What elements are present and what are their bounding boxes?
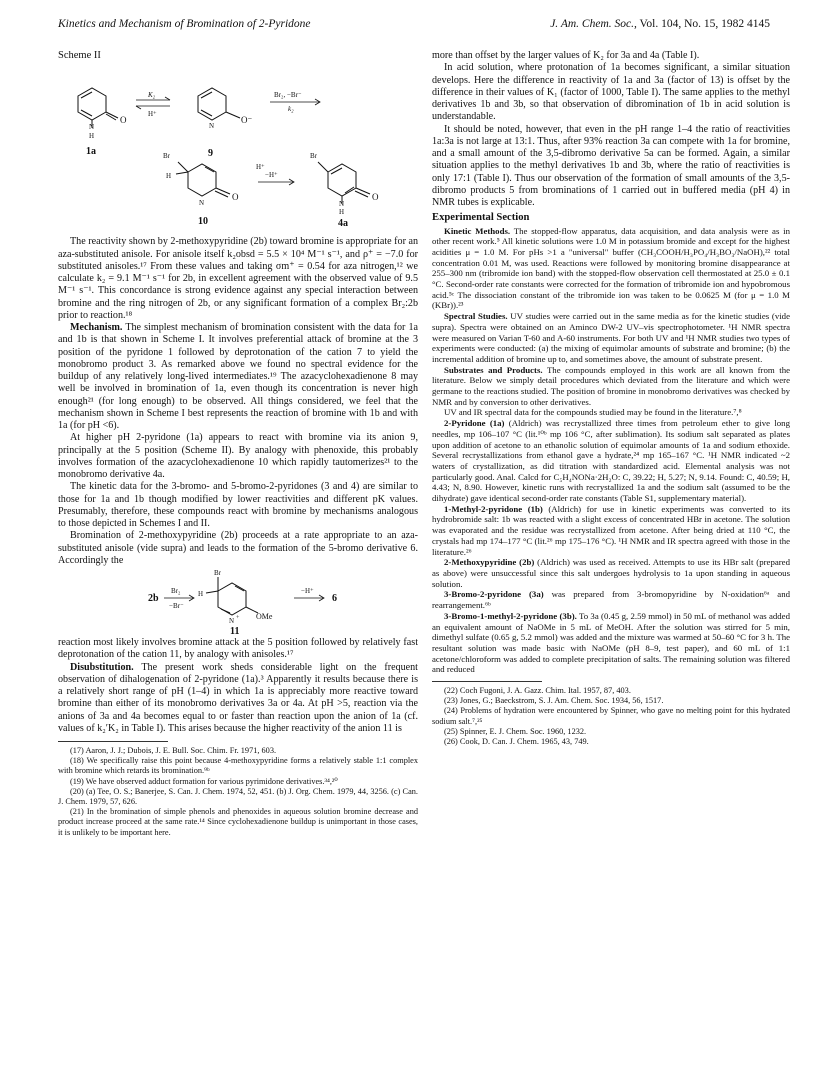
label-minus-h: −H⁺ bbox=[265, 171, 278, 180]
paragraph-uv-ir: UV and IR spectral data for the compounds studied may be found in the literature.⁷,⁸ bbox=[444, 407, 742, 418]
atom-br-11: Br bbox=[214, 569, 221, 577]
experimental-section-title: Experimental Section bbox=[432, 212, 530, 224]
paragraph-attack-5: reaction most likely involves bromine attack at the 5 position followed by relatively fast deprotonation of the cation 11, by analogy with anisoles.¹⁷ bbox=[58, 637, 418, 661]
label-1a: 1a bbox=[86, 146, 96, 158]
paragraph-1-methyl-2-pyridone bbox=[432, 504, 790, 558]
atom-o-minus: O⁻ bbox=[241, 115, 253, 126]
paragraph-offset: more than offset by the larger values of K₂ for 3a and 4a (Table I). bbox=[432, 50, 700, 61]
atom-ome: OMe bbox=[256, 612, 273, 621]
atom-br-4a: Br bbox=[310, 152, 317, 161]
paragraph-methoxypyridine: Bromination of 2-methoxypyridine (2b) proceeds at a rate appropriate to an aza-substituted anisole (vide supra) and leads to the formation of the 5-bromo derivative 6. Accordingly the bbox=[58, 530, 418, 566]
scheme-ii-figure bbox=[58, 66, 418, 228]
3-bromo-2-pyridone-text: was prepared from 3-bromopyridine by N-oxidation⁶ᵃ and rearrangement.⁶ᵇ bbox=[432, 589, 791, 611]
scheme-11-figure bbox=[58, 567, 418, 637]
spectral-studies-text: UV studies were carried out in the same media as for the kinetic studies (vide supra). Spectra were obtained on an Aminco DW-2 UV–vis spectrophotometer. ¹H NMR spectra were measured on Varian T-60 and A-60 instruments. For both UV and ¹H NMR studies two types of experiments were conducted: (a) the mixing of equimolar amounts of substrate and bromine; (b) the incremental addition of bromine up to, and sometimes above, the amount of substrate present. bbox=[432, 311, 790, 364]
3-bromo-1-methyl-2-pyridone-text: To 3a (0.45 g, 2.59 mmol) in 50 mL of methanol was added an equivalent amount of NaOMe in 5 mL of MeOH. After the solution was stirred for 5 min, dimethyl sulfate (0.65 g, 5.2 mmol) was added and the mixture was warmed at 50–60 °C for 3 h. The resultant solution was made basic with NaOMe (pH 8–9, test paper), and 60 mL of 1:1 acetone/chloroform was added to complete precipitation of salts. The remaining solution was filtered and reduced bbox=[432, 610, 790, 675]
label-2b: 2b bbox=[148, 593, 159, 604]
heading-1-methyl-2-pyridone: 1-Methyl-2-pyridone (1b) bbox=[444, 503, 543, 514]
label-6: 6 bbox=[332, 593, 337, 604]
2-pyridone-text: (Aldrich) was recrystallized three times from petroleum ether to give long needles, mp 106–107 °C (lit.¹⁰ᵇ mp 106 °C, after sublimation). Its sodium salt separated as plates upon addition of acetone to an ethanolic solution of equimolar amounts of 1a and sodium ethoxide. Several recrystallizations from ethanol gave a hydrate,²⁴ mp 165–167 °C. ¹H NMR indicated ~2 waters of crystallization, as did titration with standardized acid. Elemental analysis was not particularly good. Anal. Calcd for C₅H₄NONa·2H₂O: C, 39.22; H, 5.27; N, 9.14. Found: C, 40.59; H, 4.43; N, 8.90. However, kinetic runs with recrystallized 1a and the sodium salt (assumed to be the dihydrate) gave identical second-order rate constants (Table S1, supplementary material). bbox=[432, 418, 790, 504]
heading-substrates: Substrates and Products. bbox=[444, 364, 543, 375]
label-br2: Br₂, −Br⁻ bbox=[274, 91, 302, 100]
heading-3-bromo-2-pyridone: 3-Bromo-2-pyridone (3a) bbox=[444, 589, 544, 600]
label-br2-11: Br₂ bbox=[171, 587, 181, 595]
atom-n-9: N bbox=[209, 122, 215, 131]
label-k2-small: k₂ bbox=[288, 105, 294, 114]
paragraph-disubstitution bbox=[58, 662, 418, 736]
structure-4a bbox=[318, 162, 370, 204]
structure-1a bbox=[78, 88, 118, 128]
disubstitution-text: The present work sheds considerable light on the frequent observation of dihalogenation of 2-pyridone (1a).³ Apparently it results because there is a relatively short range of pH (1–4) in which 1a is appreciably more reactive toward bromine than either of its monobromo derivatives 3a or 4a. At pH >5, reaction via the anions of 3a and 4a becomes equal to or faster than reaction upon the anion of 1a (cf. values of k₂′K₂ in Table I). This arises because the higher reactivity of the anion 11 is bbox=[58, 661, 418, 734]
reference-19: (19) We have observed adduct formation for various pyrimidone derivatives.³⁴,²⁰ bbox=[70, 776, 338, 786]
reference-22: (22) Coch Fugoni, J. A. Gazz. Chim. Ital. 1957, 87, 403. bbox=[444, 686, 631, 696]
1-methyl-2-pyridone-text: (Aldrich) for use in kinetic experiments was converted to its hydrobromide salt: 1b was reacted with a slight excess of concentrated HBr in acetone. The solution was evaporated and the residue was recrystallized from acetone. After being dried at 110 °C, the crystals had mp 174–177 °C (lit.²⁶ mp 175–176 °C). ¹H NMR and IR spectra agreed with those in the literature.²⁶ bbox=[432, 503, 790, 557]
heading-spectral-studies: Spectral Studies. bbox=[444, 311, 508, 322]
atom-h: H bbox=[89, 132, 95, 141]
structure-11 bbox=[206, 577, 258, 615]
heading-3-bromo-1-methyl-2-pyridone: 3-Bromo-1-methyl-2-pyridone (3b). bbox=[444, 610, 577, 621]
reference-26: (26) Cook, D. Can. J. Chem. 1965, 43, 749. bbox=[444, 737, 589, 747]
label-k2: K₂ bbox=[148, 91, 156, 100]
paragraph-2b-reactivity: The reactivity shown by 2-methoxypyridine (2b) toward bromine is appropriate for an aza-substituted anisole. For anisole itself k₂obsd = 5.5 × 10⁴ M⁻¹ s⁻¹, and ρ⁺ = −7.0 for substituted anisoles.¹⁷ From these values and taking σm⁺ = 0.54 for aza nitrogen,¹² we calculate k₂ = 9.1 M⁻¹ s⁻¹ for 2b, in excellent agreement with the observed value of 9.5 M⁻¹ s⁻¹. This concordance is strong evidence against any special interaction between bromine and the ring nitrogen of 2b, or any significant formation of a complex Br₂:2b prior to reaction.¹⁸ bbox=[58, 236, 418, 321]
atom-o-10: O bbox=[232, 192, 239, 203]
atom-o-4a: O bbox=[372, 192, 379, 203]
paragraph-2-pyridone bbox=[432, 418, 790, 504]
label-11: 11 bbox=[230, 626, 240, 637]
atom-n-10: N bbox=[199, 199, 205, 208]
scheme-ii-title: Scheme II bbox=[58, 50, 101, 61]
label-minus-h-11: −H⁺ bbox=[301, 587, 314, 595]
footnote-rule-right bbox=[432, 681, 542, 682]
atom-h-4a: H bbox=[339, 208, 345, 217]
paragraph-kinetic-data: The kinetic data for the 3-bromo- and 5-bromo-2-pyridones (3 and 4) are similar to those for 1a and 1b though modified by lower reactivities and different pK values. Presumably, therefore, these compounds react with bromine by mechanisms analogous to those depicted in Schemes I and II. bbox=[58, 481, 418, 529]
reference-21: (21) In the bromination of simple phenols and phenoxides in aqueous solution bromine decrease and product increase proceed at the same rate.¹⁴ Since cyclohexadienone buildup is unimportant in those cases, it is unlikely to be important here. bbox=[58, 807, 418, 837]
substrates-text: The compounds employed in this work are all known from the literature. Below we simply detail procedures which deviated from the literature and which were germane to the reactions studied. The position of bromine in monobromo derivatives was checked by NMR and by conversion to other derivatives. bbox=[432, 364, 790, 407]
reference-24: (24) Problems of hydration were encountered by Spinner, who gave no melting point for this hydrated sodium salt.⁷,²⁵ bbox=[432, 706, 790, 726]
label-hplus: H⁺ bbox=[148, 110, 157, 119]
paragraph-kinetic-methods bbox=[432, 226, 790, 312]
reference-18: (18) We specifically raise this point because 4-methoxypyridine forms a relatively stable 1:1 complex with bromine which retards its bromination.⁹ᵇ bbox=[58, 756, 418, 776]
reference-20: (20) (a) Tee, O. S.; Banerjee, S. Can. J. Chem. 1974, 52, 451. (b) J. Org. Chem. 1979, 44, 3256. (c) Can. J. Chem. 1979, 57, 626. bbox=[58, 786, 418, 807]
label-10: 10 bbox=[198, 216, 208, 228]
atom-nplus: N bbox=[229, 617, 235, 625]
journal-volume-page: Vol. 104, No. 15, 1982 4145 bbox=[639, 18, 770, 30]
atom-h-10: H bbox=[166, 172, 172, 181]
charge-plus: + bbox=[236, 615, 240, 621]
left-column bbox=[58, 50, 418, 838]
running-header-left: Kinetics and Mechanism of Bromination of 2-Pyridone bbox=[58, 18, 311, 30]
label-4a: 4a bbox=[338, 218, 348, 229]
label-hplus-2: H⁺ bbox=[256, 163, 265, 172]
paragraph-spectral-studies bbox=[432, 311, 790, 365]
heading-2-methoxypyridine: 2-Methoxypyridine (2b) bbox=[444, 557, 535, 568]
2-methoxypyridine-text: (Aldrich) was used as received. Attempts to use its HBr salt (prepared as above) were unsuccessful since this salt undergoes hydrolysis to 1a upon standing in aqueous solution. bbox=[432, 557, 790, 589]
paragraph-acid-solution: In acid solution, where protonation of 1a becomes significant, a similar situation develops. Here the difference in reactivity of 1a and 3a (factor of 13) is offset by the difference in their values of K₁ (factor of 1000, Table I). The same applies to the methyl derivatives 1b and 3b, so that observation of dibromination of 1b in acid solution is understandable. bbox=[432, 62, 790, 123]
atom-h-11: H bbox=[198, 590, 204, 598]
atom-br-10: Br bbox=[163, 152, 170, 161]
footnote-rule bbox=[58, 741, 168, 742]
structure-10 bbox=[176, 162, 230, 197]
atom-n-4a: N bbox=[339, 200, 345, 209]
paragraph-substrates bbox=[432, 365, 790, 408]
kinetic-methods-text: The stopped-flow apparatus, data acquisition, and data analysis were as in other recent work.⁵ All kinetic solutions were 1.0 M in potassium bromide and except for the highest acidities μ = 1.0 M. For pHs >1 a "universal" buffer (CH₃COOH/H₃PO₄/H₃BO₃/NaOH),²² total concentration 0.01 M, was used. Reactions were followed by monitoring bromine disappearance at 255–300 nm (tribromide ion band) with the stopped-flow observation cell thermostated at 25.0 ± 0.1 °C. Second-order rate constants were corrected for the formation of tribromide ion and hypobromous acid.⁵ᶜ The dissociation constant of the tribromide ion was taken to be 0.0625 M (for μ = 1.0 M (KBr)).²³ bbox=[432, 225, 790, 311]
heading-2-pyridone: 2-Pyridone (1a) bbox=[444, 418, 505, 429]
right-column bbox=[432, 50, 790, 747]
heading-mechanism: Mechanism. bbox=[70, 322, 123, 333]
paragraph-higher-ph: At higher pH 2-pyridone (1a) appears to react with bromine via its anion 9, principally at the 5 position (Scheme II). By analogy with phenoxide, this probably involves formation of the azacyclohexadienone 10 which rapidly tautomerizes²¹ to the monobromo derivative 4a. bbox=[58, 432, 418, 480]
reference-17: (17) Aaron, J. J.; Dubois, J. E. Bull. Soc. Chim. Fr. 1971, 603. bbox=[70, 746, 277, 755]
heading-kinetic-methods: Kinetic Methods. bbox=[444, 225, 511, 236]
reference-25: (25) Spinner, E. J. Chem. Soc. 1960, 1232. bbox=[444, 726, 587, 736]
reference-23: (23) Jones, G.; Baeckstrom, S. J. Am. Chem. Soc. 1934, 56, 1517. bbox=[444, 696, 664, 706]
paragraph-mechanism bbox=[58, 322, 418, 432]
paragraph-2-methoxypyridine bbox=[432, 557, 790, 589]
journal-name: J. Am. Chem. Soc., bbox=[550, 18, 637, 30]
paragraph-ratio: It should be noted, however, that even in the pH range 1–4 the ratio of reactivities 1a:3a is not large at 13:1. Thus, after 93% reaction 3a can compete with 1a for bromine, and a small amount of the 3,5-dibromo derivative 5a can be formed. Again, a similar situation applies to the methyl derivatives 1b and 3b, where the ratio of reactivities is only 17:1 (Table I). Thus our observation of the formation of small amounts of the 3,5-dibromo products 5 from brominations of 1 carried out in buffered media (pH 4) in NMR tubes is explicable. bbox=[432, 123, 790, 208]
running-header-right bbox=[550, 18, 770, 30]
mechanism-text: The simplest mechanism of bromination consistent with the data for 1a and 1b is that shown in Scheme I. It involves preferential attack of bromine at the 3 position of the pyridone 1 followed by deprotonation of the cation 7 to yield the monobromo product 3. As remarked above we found no spectral evidence for the buildup of any relatively long-lived intermediates.¹⁹ The azacyclohexadienone 8 may well be involved in bromination of 1a, even though its concentration is never high enough²¹ (for long enough) to be observed. All things considered, we feel that the mechanism shown in Scheme I best represents the reaction of bromine with 1b and with 1a (for pH <6). bbox=[58, 322, 419, 431]
paragraph-3-bromo-1-methyl-2-pyridone bbox=[432, 611, 790, 675]
structure-9 bbox=[198, 88, 240, 120]
label-9: 9 bbox=[208, 148, 213, 160]
label-minus-br: −Br⁻ bbox=[169, 602, 184, 610]
atom-n: N bbox=[89, 123, 95, 132]
atom-o: O bbox=[120, 115, 127, 126]
heading-disubstitution: Disubstitution. bbox=[70, 661, 134, 673]
paragraph-3-bromo-2-pyridone bbox=[432, 589, 790, 610]
